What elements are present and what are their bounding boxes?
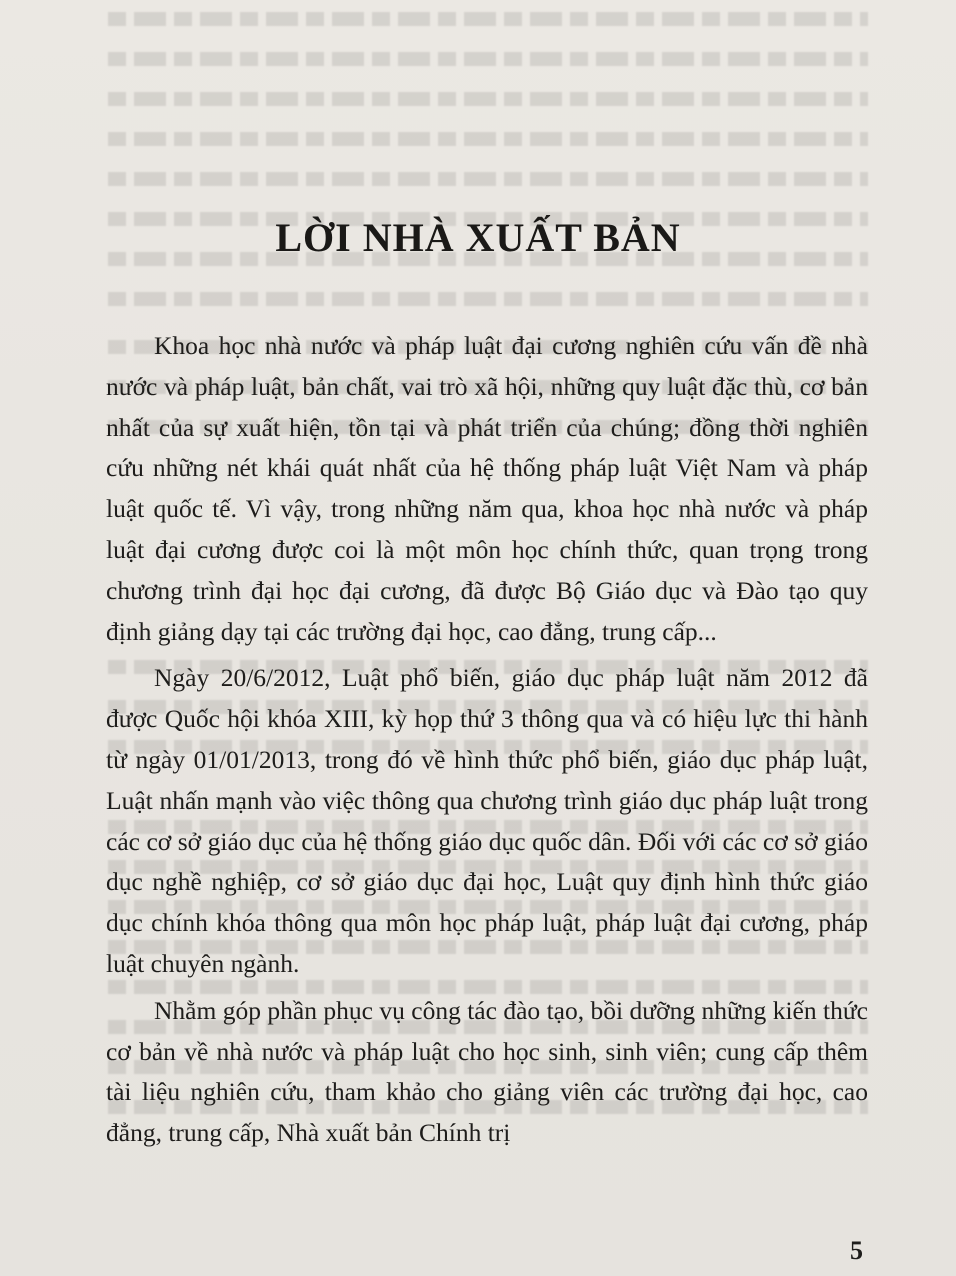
page-title: LỜI NHÀ XUẤT BẢN (275, 215, 681, 260)
body-text (106, 326, 868, 1160)
paragraph-3: Nhằm góp phần phục vụ công tác đào tạo, bồi dưỡng những kiến thức cơ bản về nhà nước và pháp luật cho học sinh, sinh viên; cung cấp thêm tài liệu nghiên cứu, tham khảo cho giảng viên các trường đại học, cao đẳng, trung cấp, Nhà xuất bản Chính trị (106, 995, 868, 1148)
paragraph-1: Khoa học nhà nước và pháp luật đại cương nghiên cứu vấn đề nhà nước và pháp luật, bản chất, vai trò xã hội, những quy luật đặc thù, cơ bản nhất của sự xuất hiện, tồn tại và phát triển của chúng; đồng thời nghiên cứu những nét khái quát nhất của hệ thống pháp luật Việt Nam và pháp luật quốc tế. Vì vậy, trong những năm qua, khoa học nhà nước và pháp luật đại cương được coi là một môn học chính thức, quan trọng trong chương trình đại học đại cương, đã được Bộ Giáo dục và Đào tạo quy định giảng dạy tại các trường đại học, cao đẳng, trung cấp... (106, 331, 868, 646)
paragraph-2: Ngày 20/6/2012, Luật phổ biến, giáo dục pháp luật năm 2012 đã được Quốc hội khóa XIII, kỳ họp thứ 3 thông qua và có hiệu lực thi hành từ ngày 01/01/2013, trong đó về hình thức phổ biến, giáo dục pháp luật, Luật nhấn mạnh vào việc thông qua chương trình giáo dục pháp luật trong các cơ sở giáo dục của hệ thống giáo dục quốc dân. Đối với các cơ sở giáo dục nghề nghiệp, cơ sở giáo dục đại học, Luật quy định hình thức giáo dục chính khóa thông qua môn học pháp luật, pháp luật đại cương, pháp luật chuyên ngành. (106, 663, 868, 978)
page-number: 5 (850, 1236, 863, 1265)
